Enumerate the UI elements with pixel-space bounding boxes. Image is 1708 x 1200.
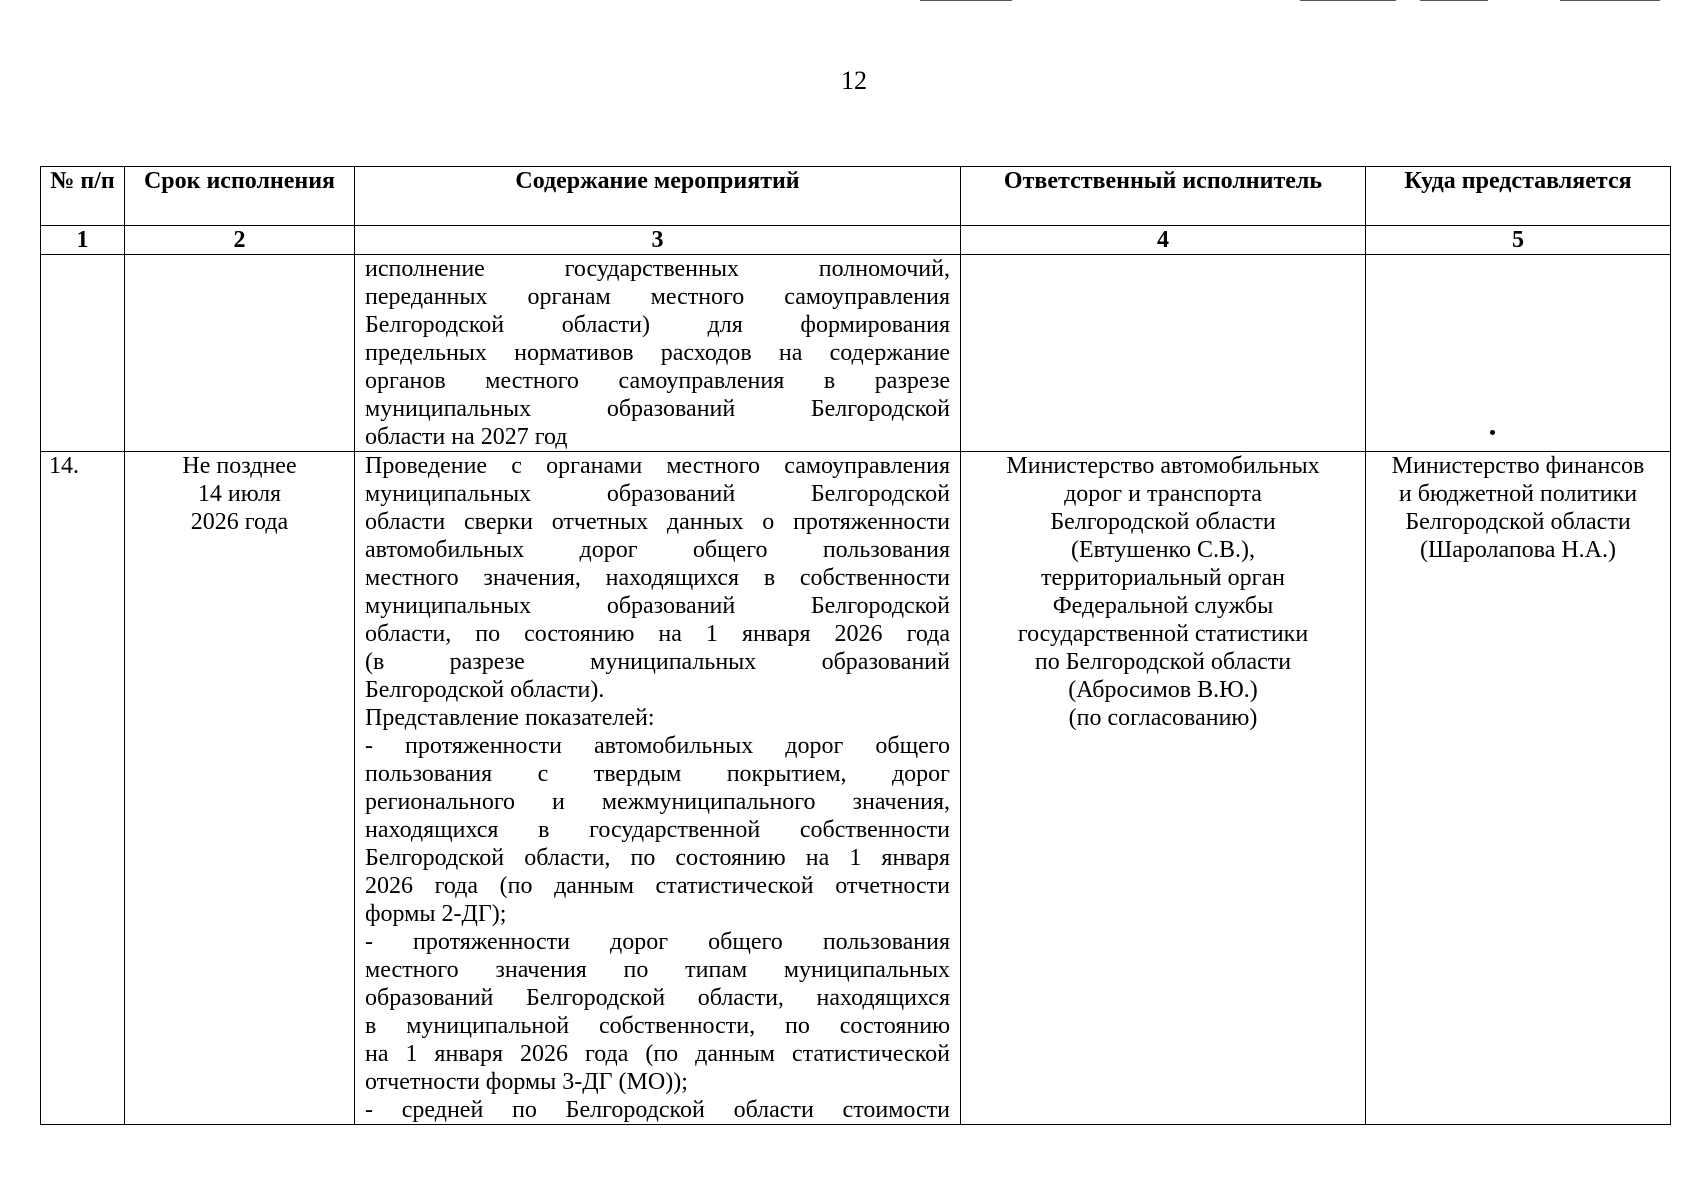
page-number: 12 xyxy=(841,66,867,95)
content-line: местного значения по типам муниципальных xyxy=(365,957,950,983)
responsible-line: Федеральной службы xyxy=(1052,593,1274,619)
responsible-line: дорог и транспорта xyxy=(1064,481,1262,507)
header-responsible: Ответственный исполнитель xyxy=(961,167,1366,226)
table-row xyxy=(41,452,1671,1125)
row-term xyxy=(125,452,355,1125)
table-row xyxy=(41,255,1671,452)
scan-artifact-line xyxy=(920,0,1012,1)
content-line: органов местного самоуправления в разрезе xyxy=(365,368,950,394)
responsible-line: территориальный орган xyxy=(1041,565,1285,591)
stray-dot-mark xyxy=(1490,430,1495,435)
recipient-line: Министерство финансов xyxy=(1391,453,1645,479)
responsible-line: по Белгородской области xyxy=(1034,649,1292,675)
content-line: 2026 года (по данным статистической отчетности xyxy=(365,873,950,899)
content-line: регионального и межмуниципального значения, xyxy=(365,789,950,815)
content-line: - протяженности дорог общего пользования xyxy=(365,929,950,955)
responsible-line: Министерство автомобильных xyxy=(1006,453,1320,479)
content-line: муниципальных образований Белгородской xyxy=(365,593,950,619)
column-number: 3 xyxy=(355,226,961,255)
content-line: Белгородской области, по состоянию на 1 января xyxy=(365,845,950,871)
row-recipient xyxy=(1366,255,1671,452)
column-number: 4 xyxy=(961,226,1366,255)
scan-artifact-line xyxy=(1300,0,1396,1)
scan-artifact-line xyxy=(1560,0,1660,1)
content-line: (в разрезе муниципальных образований xyxy=(365,649,950,675)
content-line: Проведение с органами местного самоуправления xyxy=(365,453,950,479)
content-line: переданных органам местного самоуправления xyxy=(365,284,950,310)
content-line: области сверки отчетных данных о протяженности xyxy=(365,509,950,535)
content-line: муниципальных образований Белгородской xyxy=(365,396,950,422)
content-line: формы 2-ДГ); xyxy=(365,901,507,927)
content-line: исполнение государственных полномочий, xyxy=(365,256,950,282)
content-line: находящихся в государственной собственности xyxy=(365,817,950,843)
content-line: муниципальных образований Белгородской xyxy=(365,481,950,507)
row-number xyxy=(41,255,125,452)
responsible-line: (по согласованию) xyxy=(1068,705,1258,731)
content-line: Представление показателей: xyxy=(365,705,655,731)
row-content xyxy=(355,452,961,1125)
row-content xyxy=(355,255,961,452)
responsible-line: Белгородской области xyxy=(1050,509,1276,535)
header-recipient: Куда представляется xyxy=(1366,167,1671,226)
row-term xyxy=(125,255,355,452)
activities-table xyxy=(40,166,1671,1125)
content-line: - протяженности автомобильных дорог общего xyxy=(365,733,950,759)
row-recipient xyxy=(1366,452,1671,1125)
content-line: местного значения, находящихся в собственности xyxy=(365,565,950,591)
table-header-row xyxy=(41,167,1671,226)
content-line: отчетности формы 3-ДГ (МО)); xyxy=(365,1069,688,1095)
content-line: области, по состоянию на 1 января 2026 года xyxy=(365,621,950,647)
column-number: 1 xyxy=(41,226,125,255)
content-line: Белгородской области). xyxy=(365,677,605,703)
content-line: предельных нормативов расходов на содержание xyxy=(365,340,950,366)
content-line: - средней по Белгородской области стоимости xyxy=(365,1097,950,1123)
header-term: Срок исполнения xyxy=(125,167,355,226)
responsible-line: (Абросимов В.Ю.) xyxy=(1068,677,1258,703)
content-line: в муниципальной собственности, по состоянию xyxy=(365,1013,950,1039)
responsible-line: государственной статистики xyxy=(1017,621,1309,647)
row-responsible xyxy=(961,255,1366,452)
header-content: Содержание мероприятий xyxy=(355,167,961,226)
content-line: пользования с твердым покрытием, дорог xyxy=(365,761,950,787)
content-line: на 1 января 2026 года (по данным статистической xyxy=(365,1041,950,1067)
row-number: 14. xyxy=(41,452,125,1125)
header-num: № п/п xyxy=(41,167,125,226)
column-number: 5 xyxy=(1366,226,1671,255)
column-number: 2 xyxy=(125,226,355,255)
recipient-line: Белгородской области xyxy=(1405,509,1631,535)
content-line: образований Белгородской области, находящихся xyxy=(365,985,950,1011)
term-line: 14 июля xyxy=(197,481,282,507)
scan-artifact-line xyxy=(1420,0,1488,1)
content-line: автомобильных дорог общего пользования xyxy=(365,537,950,563)
responsible-line: (Евтушенко С.В.), xyxy=(1071,537,1255,563)
content-line: Белгородской области) для формирования xyxy=(365,312,950,338)
row-responsible xyxy=(961,452,1366,1125)
column-number-row xyxy=(41,226,1671,255)
content-line: области на 2027 год xyxy=(365,424,568,450)
term-line: Не позднее xyxy=(182,453,297,479)
recipient-line: и бюджетной политики xyxy=(1398,481,1638,507)
term-line: 2026 года xyxy=(190,509,289,535)
recipient-line: (Шаролапова Н.А.) xyxy=(1419,537,1617,563)
